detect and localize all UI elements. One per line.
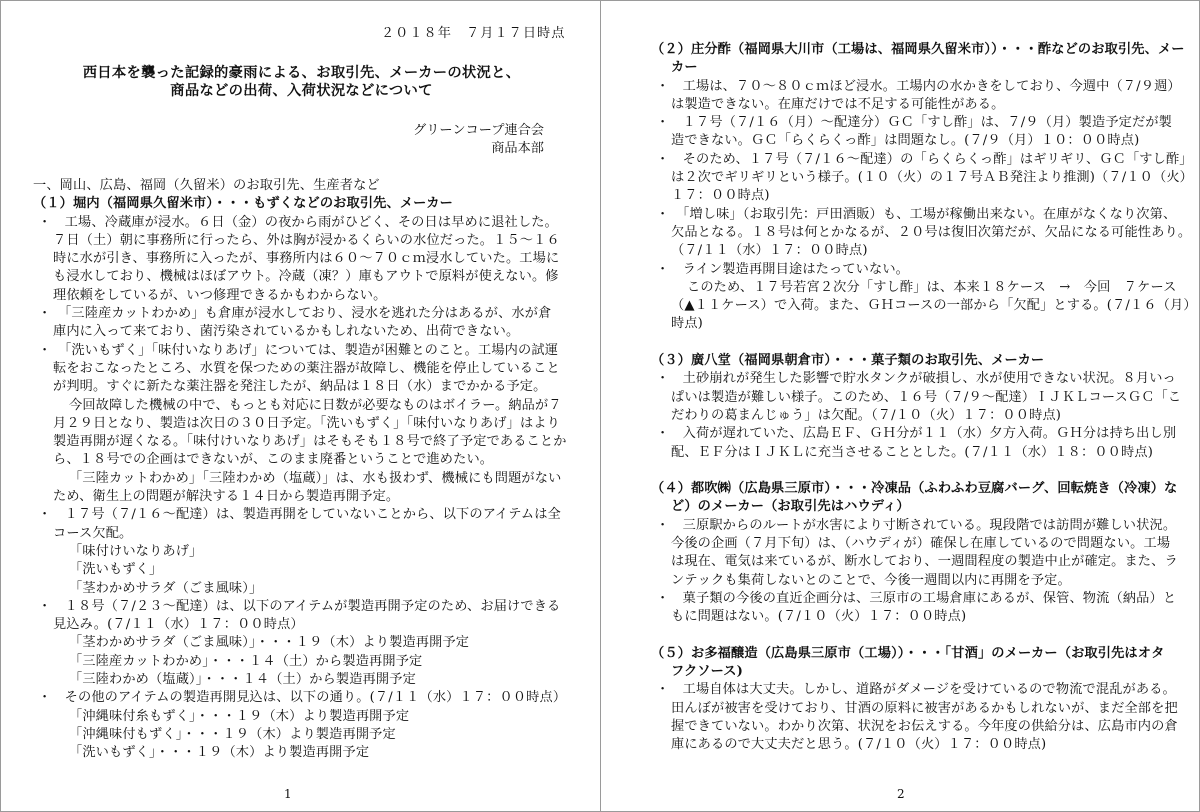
text-line: 製造再開が遅くなる。「味付けいなりあげ」はそもそも１８号で終了予定であることか: [53, 434, 567, 450]
text-line: 今後の企画（７月下旬）は、（ハウディが）確保し在庫しているので問題ない。工場: [671, 536, 1171, 552]
text-line: 欠品となる。１８号は何とかなるが、２０号は復旧次第だが、欠品になる可能性あり。: [671, 224, 1192, 240]
text-line: 今回故障した機械の中で、もっとも対応に日数が必要なものはボイラー。納品が７: [69, 397, 562, 413]
text-line: 時に水が引き、事務所に入ったが、事務所内は６０～７０ｃｍ浸水していた。工場に: [53, 251, 560, 267]
bullet-line: ・ ライン製造再開目途はたっていない。: [656, 261, 910, 277]
bullet-line: ・ 土砂崩れが発生した影響で貯水タンクが破損し、水が使用できない状況。８月いっ: [656, 371, 1176, 387]
text-line: （７/１１（水）１７：００時点): [671, 243, 868, 259]
subsection-heading-cont: カー: [671, 60, 698, 76]
text-line: は製造できない。在庫だけでは不足する可能性がある。: [671, 96, 1005, 112]
bullet-line: ・ １７号（７/１６（月）～配達分）ＧＣ「すし酢」は、７/９（月）製造予定だが製: [656, 115, 1173, 131]
page-number: 2: [897, 787, 905, 801]
bullet-line: ・ 「増し味」（お取引先：戸田酒販）も、工場が稼働出来ない。在庫がなくなり次第、: [656, 206, 1177, 222]
spacer: [651, 334, 1173, 352]
text-line: ンテックも集荷しないとのことで、今後一週間以内に再開を予定。: [671, 572, 1071, 588]
text-line: このため、１７号若宮２次分「すし酢」は、本来１８ケース → 今回 ７ケース: [687, 279, 1177, 295]
bullet-line: ・ １８号（７/２３～配達）は、以下のアイテムが製造再開予定のため、お届けできる: [38, 598, 561, 614]
page-number: 1: [284, 787, 292, 801]
text-line: １７：００時点): [671, 188, 770, 204]
text-line: 月２９日となり、製造は次日の３０日予定。「洗いもずく」「味付いなりあげ」はより: [53, 415, 560, 431]
section-heading: 一、岡山、広島、福岡（久留米）のお取引先、生産者など: [33, 178, 380, 193]
text-line: が判明。すぐに新たな薬注器を発注したが、納品は１８日（水）までかかる予定。: [53, 379, 547, 395]
text-line: 庫内に入って来ており、菌汚染されているかもしれないため、出荷できない。: [53, 324, 520, 340]
text-line: コース欠配。: [53, 525, 133, 541]
text-line: ら、１８号での企画はできないが、このまま廃番ということで進めたい。: [53, 452, 494, 468]
bullet-line: ・ 工場、冷蔵庫が浸水。６日（金）の夜から雨がひどく、その日は早めに退社した。: [38, 214, 558, 230]
item-line: 「茎わかめサラダ（ごま風味）」: [69, 580, 263, 596]
subsection-heading-horiuchi: （１）堀内（福岡県久留米市）・・・もずくなどのお取引先、メーカー: [33, 196, 453, 212]
page-1-body: [33, 177, 567, 763]
document-title-line-2: 商品などの出荷、入荷状況などについて: [170, 83, 433, 99]
organization-name: グリーンコープ連合会: [413, 123, 544, 138]
text-line: 転をおこなったところ、水質を保つための薬注器が故障し、機能を停止していること: [53, 360, 560, 376]
bullet-line: ・ 工場は、７０～８０ｃｍほど浸水。工場内の水かきをしており、今週中（７/９週）: [656, 78, 1181, 94]
document-page-2: [600, 0, 1200, 812]
subsection-heading-hirohachido: （３）廣八堂（福岡県朝倉市）・・・菓子類のお取引先、メーカー: [651, 353, 1045, 369]
text-line: 田んぼが被害を受けており、甘酒の原料に被害があるかもしれないが、まだ全部を把: [671, 700, 1178, 716]
subsection-heading-otafuku: （５）お多福醸造（広島県三原市（工場））・・・「甘酒」のメーカー（お取引先はオタ: [651, 645, 1165, 661]
text-line: は２次でギリギリという様子。(１０（火）の１７号ＡＢ発注より推測)（７/１０（火）: [671, 170, 1194, 186]
text-line: 「三陸カットわかめ」「三陸わかめ（塩蔵）」は、水も扱わず、機械にも問題がない: [69, 470, 562, 486]
item-line: 「三陸産カットわかめ」・・・１４（土）から製造再開予定: [69, 653, 423, 669]
text-line: 配、ＥＦ分はＩＪＫＬに充当させることとした。(７/１１（水）１８：００時点): [671, 444, 1153, 460]
text-line: だわりの葛まんじゅう」は欠配。（７/１０（火）１７：００時点): [671, 407, 1062, 423]
text-line: も浸水しており、機械はほぼアウト。冷蔵（凍？）庫もアウトで原料が使えない。修: [53, 269, 559, 285]
bullet-line: ・ 工場自体は大丈夫。しかし、道路がダメージを受けているので物流で混乱がある。: [656, 682, 1176, 698]
text-line: もに問題はない。(７/１０（火）１７：００時点): [671, 609, 967, 625]
item-line: 「洗いもずく」・・・１９（木）より製造再開予定: [69, 745, 370, 761]
text-line: 握できていない。わかり次第、状況をお伝えする。今年度の供給分は、広島市内の倉: [671, 718, 1178, 734]
subsection-heading-shoubu: （２）庄分酢（福岡県大川市（工場は、福岡県久留米市））・・・酢などのお取引先、メー: [651, 42, 1185, 57]
text-line: （▲１１ケース）で入荷。また、ＧＨコースの一部から「欠配」とする。(７/１６（月）: [671, 298, 1197, 314]
bullet-line: ・ 「三陸産カットわかめ」も倉庫が浸水しており、浸水を逃れた分はあるが、水が倉: [38, 306, 552, 322]
text-line: は現在、電気は来ているが、断水しており、一週間程度の製造中止が確定。また、ラ: [671, 554, 1178, 570]
item-line: 「味付けいなりあげ」: [69, 543, 203, 559]
bullet-line: ・ 入荷が遅れていた、広島ＥＦ、ＧＨ分が１１（水）夕方入荷。ＧＨ分は持ち出し別: [656, 426, 1177, 442]
text-line: ぱいは製造が難しい様子。このため、１６号（７/９～配達）ＩＪＫＬコースＧＣ「こ: [671, 389, 1182, 405]
bullet-line: ・ 「洗いもずく」「味付いなりあげ」については、製造が困難とのこと。工場内の試運: [38, 342, 559, 358]
page-2-body: [651, 41, 1197, 755]
spacer: [651, 462, 1173, 480]
bullet-line: ・ １７号（７/１６～配達）は、製造再開をしていないことから、以下のアイテムは全: [38, 507, 561, 523]
department-name: 商品本部: [491, 141, 544, 156]
bullet-line: ・ 菓子類の今後の直近企画分は、三原市の工場倉庫にあるが、保管、物流（納品）と: [656, 590, 1177, 606]
text-line: 造できない。ＧＣ「らくらくっ酢」は問題なし。(７/９（月）１０：００時点): [671, 133, 1140, 149]
item-line: 「三陸わかめ（塩蔵）」・・・１４（土）から製造再開予定: [69, 672, 416, 688]
document-title-line-1: 西日本を襲った記録的豪雨による、お取引先、メーカーの状況と、: [82, 65, 521, 81]
item-line: 「洗いもずく」: [69, 562, 163, 578]
text-line: 時点): [671, 316, 703, 332]
report-date: ２０１８年 ７月１７日時点: [381, 26, 566, 41]
text-line: 見込み。(７/１１（水）１７：００時点）: [53, 617, 304, 633]
bullet-line: ・ そのため、１７号（７/１６～配達）の「らくらくっ酢」はギリギリ、ＧＣ「すし酢」: [656, 151, 1193, 167]
bullet-line: ・ 三原駅からのルートが水害により寸断されている。現段階では訪問が難しい状況。: [656, 517, 1177, 533]
text-line: 庫にあるので大丈夫だと思う。(７/１０（火）１７：００時点): [671, 737, 1047, 753]
spacer: [651, 627, 1173, 645]
text-line: ため、衛生上の問題が解決する１４日から製造再開予定。: [53, 489, 400, 505]
subsection-heading-cont: フクソース): [671, 664, 744, 680]
subsection-heading-tofuki: （４）都吹㈱（広島県三原市）・・・冷凍品（ふわふわ豆腐バーグ、回転焼き（冷凍）な: [651, 481, 1178, 497]
text-line: ７日（土）朝に事務所に行ったら、外は胸が浸かるくらいの水位だった。１５～１６: [53, 232, 560, 248]
item-line: 「沖縄味付もずく」・・・１９（木）より製造再開予定: [69, 726, 396, 742]
text-line: 理依頼をしているが、いつ修理できるかもわからない。: [53, 287, 387, 303]
bullet-line: ・ その他のアイテムの製造再開見込は、以下の通り。(７/１１（水）１７：００時点）: [38, 690, 567, 706]
item-line: 「茎わかめサラダ（ごま風味）」・・・１９（木）より製造再開予定: [69, 635, 470, 651]
item-line: 「沖縄味付糸もずく」・・・１９（木）より製造再開予定: [69, 708, 410, 724]
subsection-heading-cont: ど）のメーカー（お取引先はハウディ）: [671, 499, 910, 515]
